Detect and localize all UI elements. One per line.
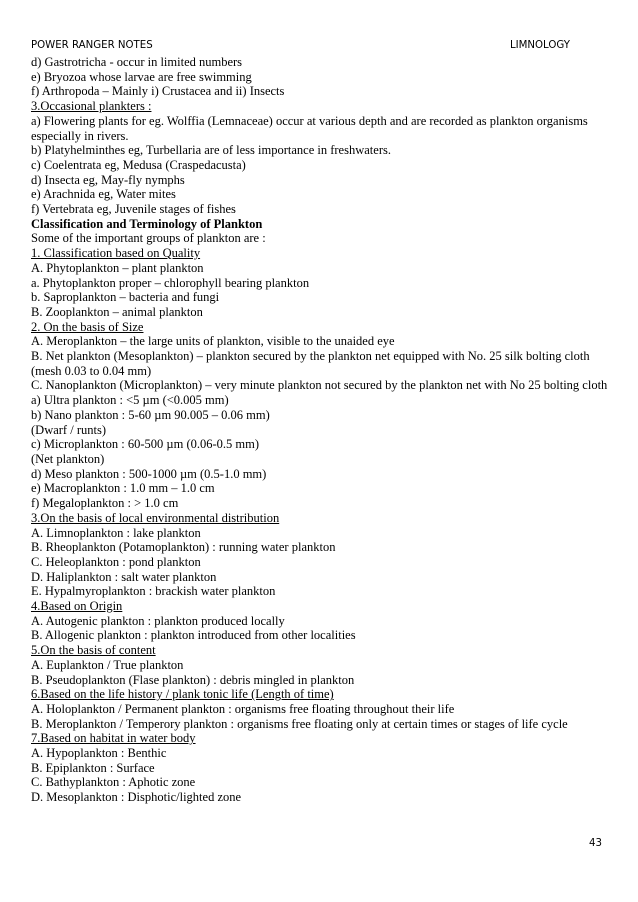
section-heading: 7.Based on habitat in water body — [31, 731, 196, 746]
text-line: A. Hypoplankton : Benthic — [31, 746, 167, 761]
text-line: f) Arthropoda – Mainly i) Crustacea and ii) Insects — [31, 84, 285, 99]
document-heading: Classification and Terminology of Plankton — [31, 216, 263, 231]
text-line: f) Megaloplankton : > 1.0 cm — [31, 496, 179, 511]
text-line: a) Flowering plants for eg. Wolffia (Lemnaceae) occur at various depth and are recorded as plankton organisms especially in rivers. — [31, 113, 588, 143]
text-line: d) Insecta eg, May-fly nymphs — [31, 172, 185, 187]
text-line: B. Meroplankton / Temperory plankton : organisms free floating only at certain times or stages of life cycle — [31, 716, 568, 731]
text-line: D. Haliplankton : salt water plankton — [31, 569, 217, 584]
header-title: POWER RANGER NOTES — [31, 40, 153, 51]
section-heading: 5.On the basis of content — [31, 643, 156, 658]
section-heading: 6.Based on the life history / plank tonic life (Length of time) — [31, 687, 334, 702]
document-body — [31, 55, 609, 805]
section-heading: 3.Occasional plankters : — [31, 99, 152, 114]
text-line: A. Phytoplankton – plant plankton — [31, 260, 204, 275]
text-line: c) Microplankton : 60-500 µm (0.06-0.5 mm) — [31, 437, 259, 452]
section-heading: 3.On the basis of local environmental distribution — [31, 510, 280, 525]
text-line: (Dwarf / runts) — [31, 422, 106, 437]
text-line: B. Allogenic plankton : plankton introduced from other localities — [31, 628, 356, 643]
section-heading: 1. Classification based on Quality — [31, 246, 201, 261]
text-line: A. Euplankton / True plankton — [31, 657, 184, 672]
text-line: A. Autogenic plankton : plankton produced locally — [31, 613, 285, 628]
text-line: e) Bryozoa whose larvae are free swimming — [31, 69, 252, 84]
text-line: C. Nanoplankton (Microplankton) – very minute plankton not secured by the plankton net with No 25 bolting cloth — [31, 378, 608, 393]
text-line: a. Phytoplankton proper – chlorophyll bearing plankton — [31, 275, 310, 290]
text-line: (Net plankton) — [31, 451, 105, 466]
text-line: b) Platyhelminthes eg, Turbellaria are of less importance in freshwaters. — [31, 143, 391, 158]
text-line: B. Epiplankton : Surface — [31, 760, 155, 775]
text-line: C. Heleoplankton : pond plankton — [31, 554, 201, 569]
text-line: e) Arachnida eg, Water mites — [31, 187, 176, 202]
text-line: a) Ultra plankton : <5 µm (<0.005 mm) — [31, 393, 229, 408]
text-line: B. Net plankton (Mesoplankton) – plankton secured by the plankton net equipped with No. 25 silk bolting cloth (mesh 0.03 to 0.04 mm) — [31, 349, 590, 378]
text-line: c) Coelentrata eg, Medusa (Craspedacusta) — [31, 157, 246, 172]
page-number: 43 — [589, 838, 602, 849]
section-heading: 4.Based on Origin — [31, 599, 123, 614]
text-line: f) Vertebrata eg, Juvenile stages of fishes — [31, 202, 236, 217]
text-line: Some of the important groups of plankton are : — [31, 231, 266, 246]
section-heading: 2. On the basis of Size — [31, 319, 144, 334]
text-line: B. Zooplankton – animal plankton — [31, 304, 203, 319]
text-line: A. Meroplankton – the large units of plankton, visible to the unaided eye — [31, 334, 395, 349]
text-line: b. Saproplankton – bacteria and fungi — [31, 290, 220, 305]
text-line: B. Pseudoplankton (Flase plankton) : debris mingled in plankton — [31, 672, 355, 687]
page-header — [31, 40, 570, 54]
text-line: e) Macroplankton : 1.0 mm – 1.0 cm — [31, 481, 215, 496]
text-line: d) Gastrotricha - occur in limited numbers — [31, 55, 243, 69]
header-subject: LIMNOLOGY — [509, 40, 570, 51]
text-line: b) Nano plankton : 5-60 µm 90.005 – 0.06 mm) — [31, 407, 270, 422]
text-line: D. Mesoplankton : Disphotic/lighted zone — [31, 790, 242, 805]
text-line: C. Bathyplankton : Aphotic zone — [31, 775, 196, 790]
text-line: E. Hypalmyroplankton : brackish water plankton — [31, 584, 276, 599]
text-line: A. Holoplankton / Permanent plankton : organisms free floating throughout their life — [31, 701, 455, 716]
text-line: d) Meso plankton : 500-1000 µm (0.5-1.0 mm) — [31, 466, 267, 481]
text-line: A. Limnoplankton : lake plankton — [31, 525, 201, 540]
text-line: B. Rheoplankton (Potamoplankton) : running water plankton — [31, 540, 336, 555]
